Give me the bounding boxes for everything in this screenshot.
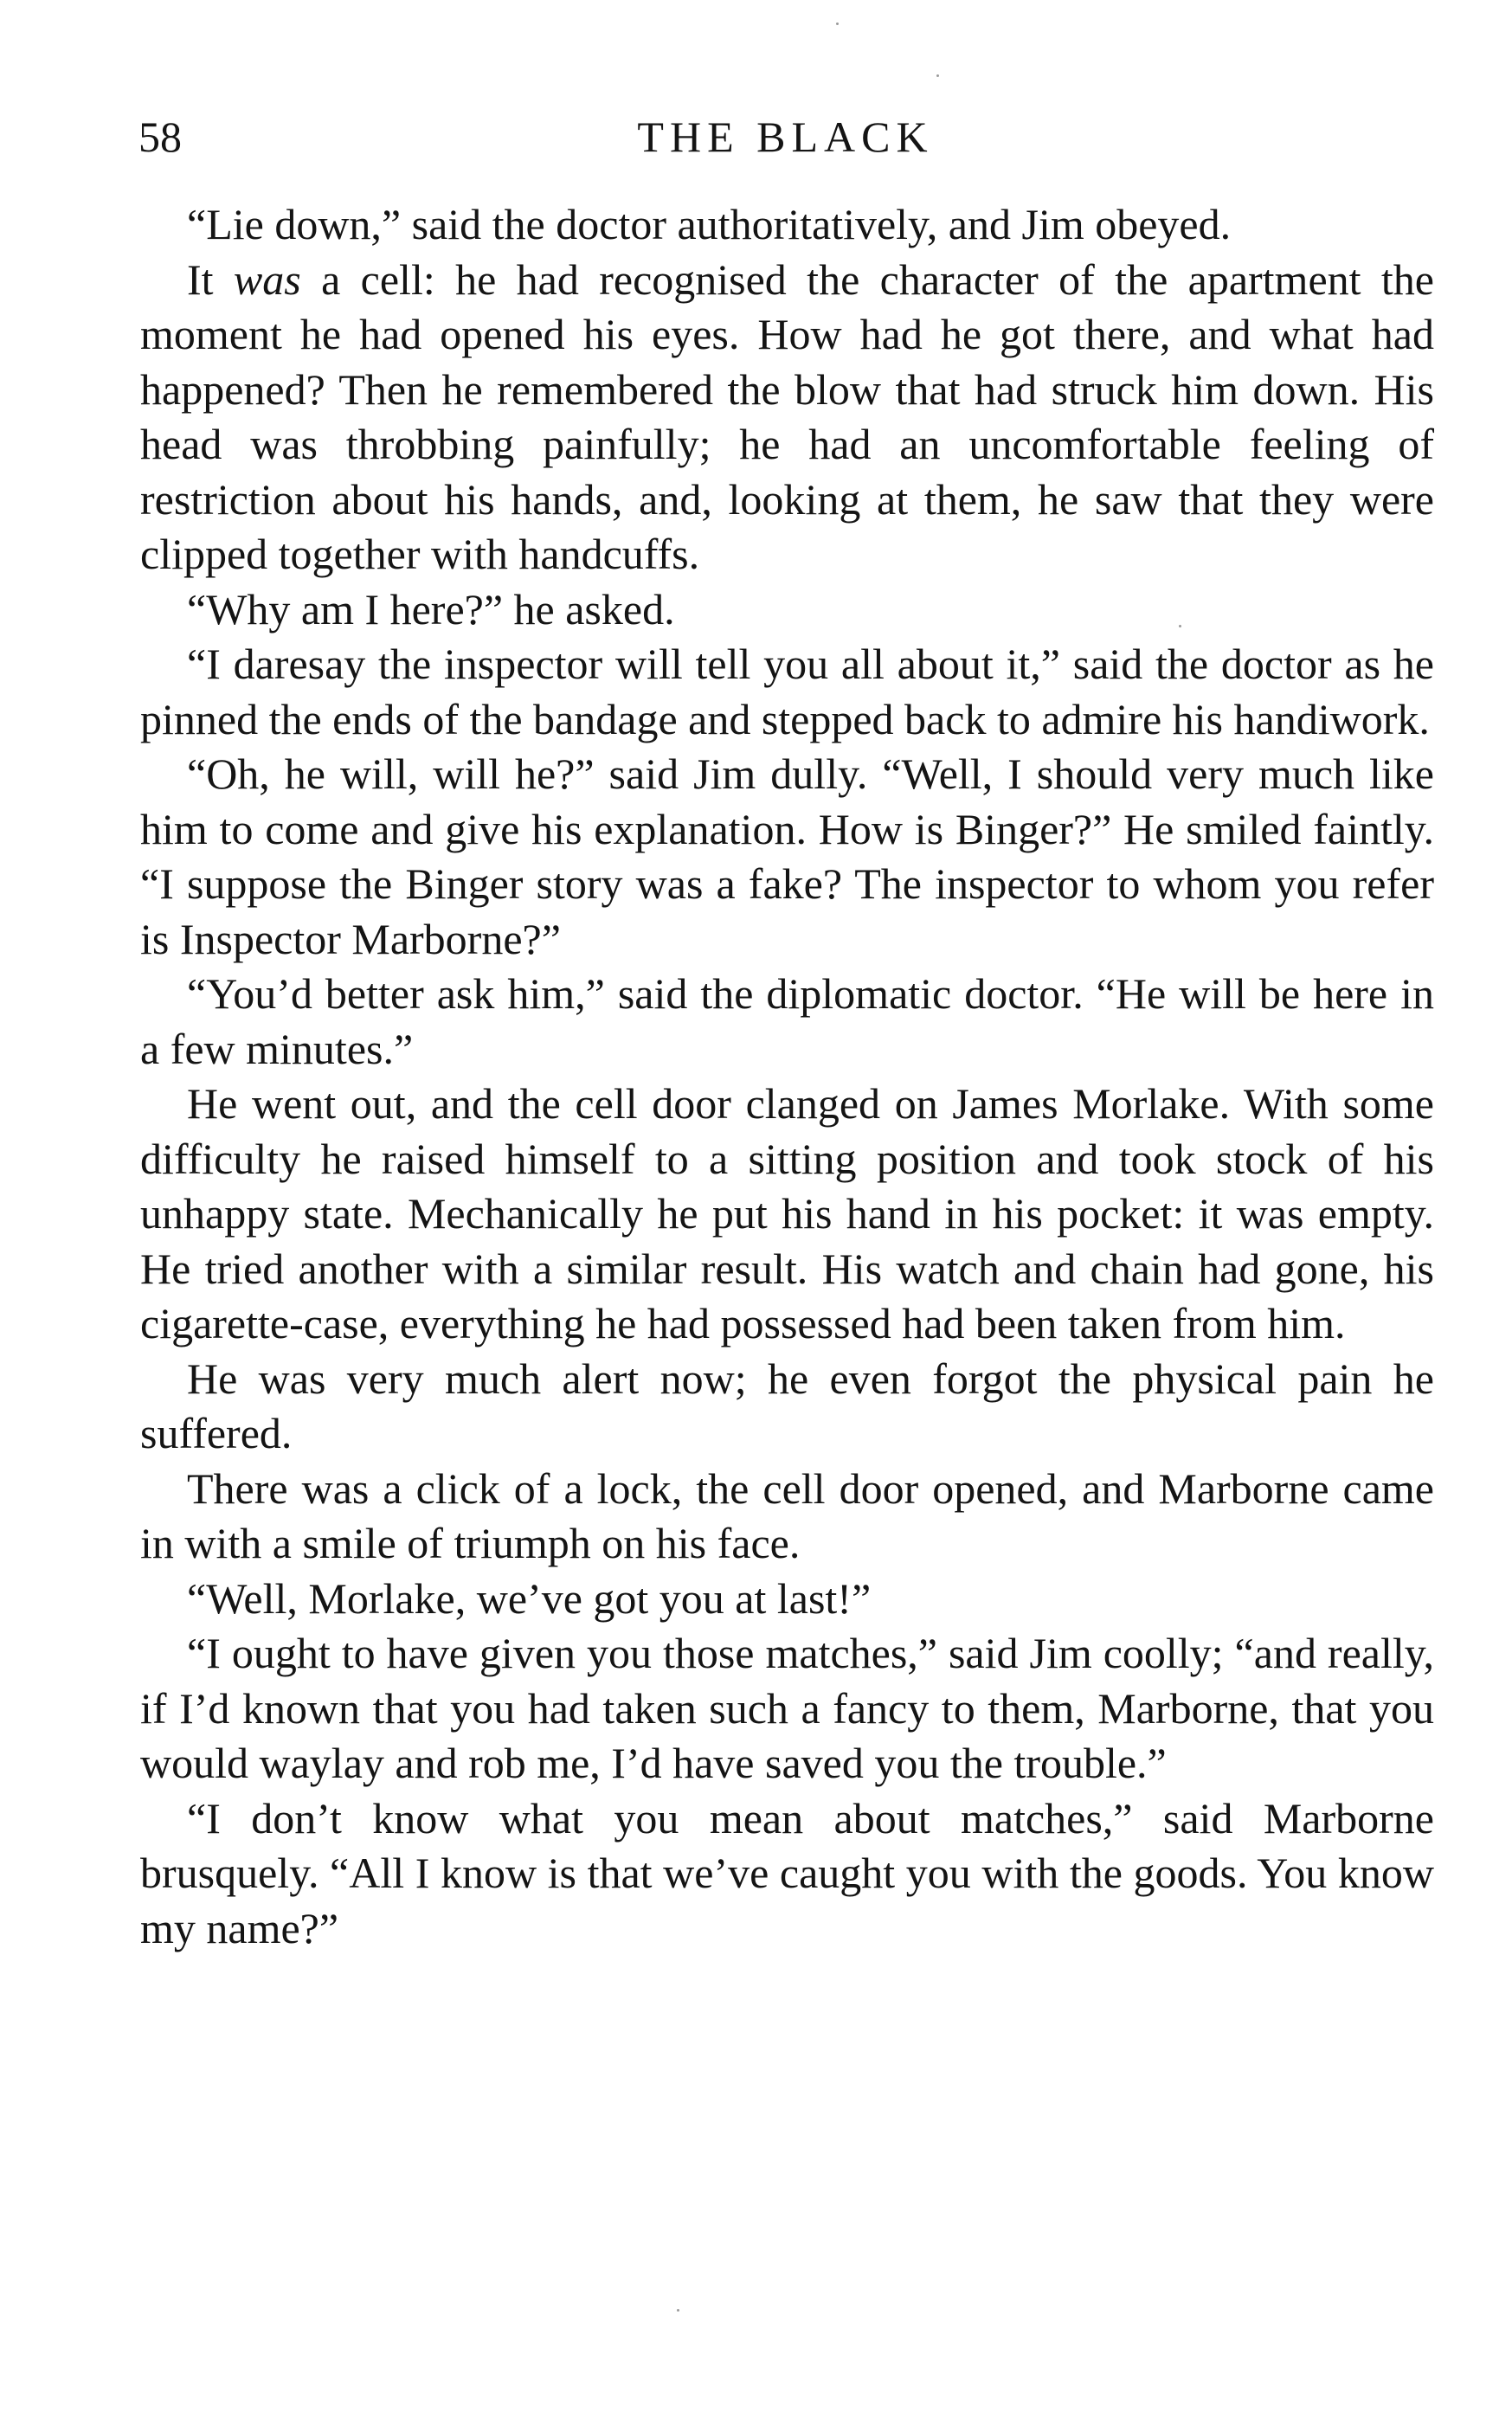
paragraph: “Lie down,” said the doctor authoritatively, and Jim obeyed.	[187, 200, 1232, 248]
emphasis-text: was	[233, 254, 301, 304]
running-head	[138, 111, 1432, 163]
paragraph-text: It	[187, 254, 234, 304]
paragraph: “I ought to have given you those matches,” said Jim coolly; “and really, if I’d known that you had taken such a fancy to them, Marborne, that you would waylay and rob me, I’d have saved you the trouble.”	[140, 1629, 1434, 1787]
scan-speck	[677, 2309, 679, 2312]
scan-speck	[936, 74, 939, 77]
paragraph-text: a cell: he had recognised the character of the apartment the moment he had opened his eyes. How had he got there, and what had happened? Then he remembered the blow that had struck him down. His head was throbbing painfully; he had an uncomfortable feeling of restriction about his hands, and, looking at them, he saw that they were clipped together with handcuffs.	[140, 254, 1434, 578]
paragraph: “Well, Morlake, we’ve got you at last!”	[187, 1573, 872, 1623]
paragraph: There was a click of a lock, the cell door opened, and Marborne came in with a smile of triumph on his face.	[140, 1463, 1434, 1567]
scan-speck	[836, 23, 839, 25]
scan-speck	[1179, 625, 1181, 627]
paragraph: He went out, and the cell door clanged on James Morlake. With some difficulty he raised himself to a sitting position and took stock of his unhappy state. Mechanically he put his hand in his pocket: it was empty. He tried another with a similar result. His watch and chain had gone, his cigarette-case, everything he had possessed had been taken from him.	[140, 1079, 1434, 1347]
body-text	[140, 197, 1434, 1956]
running-title: THE BLACK	[637, 113, 934, 161]
paragraph: He was very much alert now; he even forgot the physical pain he suffered.	[140, 1354, 1434, 1457]
paragraph: “Why am I here?” he asked.	[187, 584, 675, 633]
page-number: 58	[138, 113, 182, 161]
paragraph: “I don’t know what you mean about matches,” said Marborne brusquely. “All I know is that we’ve caught you with the goods. You know my name?”	[140, 1793, 1434, 1952]
paragraph: “Oh, he will, will he?” said Jim dully. “Well, I should very much like him to come and give his explanation. How is Binger?” He smiled faintly. “I suppose the Binger story was a fake? The inspector to whom you refer is Inspector Marborne?”	[140, 749, 1434, 963]
paragraph: “I daresay the inspector will tell you all about it,” said the doctor as he pinned the ends of the bandage and stepped back to admire his handiwork.	[140, 640, 1434, 743]
paragraph	[140, 253, 1434, 582]
paragraph: “You’d better ask him,” said the diplomatic doctor. “He will be here in a few minutes.”	[140, 969, 1434, 1073]
